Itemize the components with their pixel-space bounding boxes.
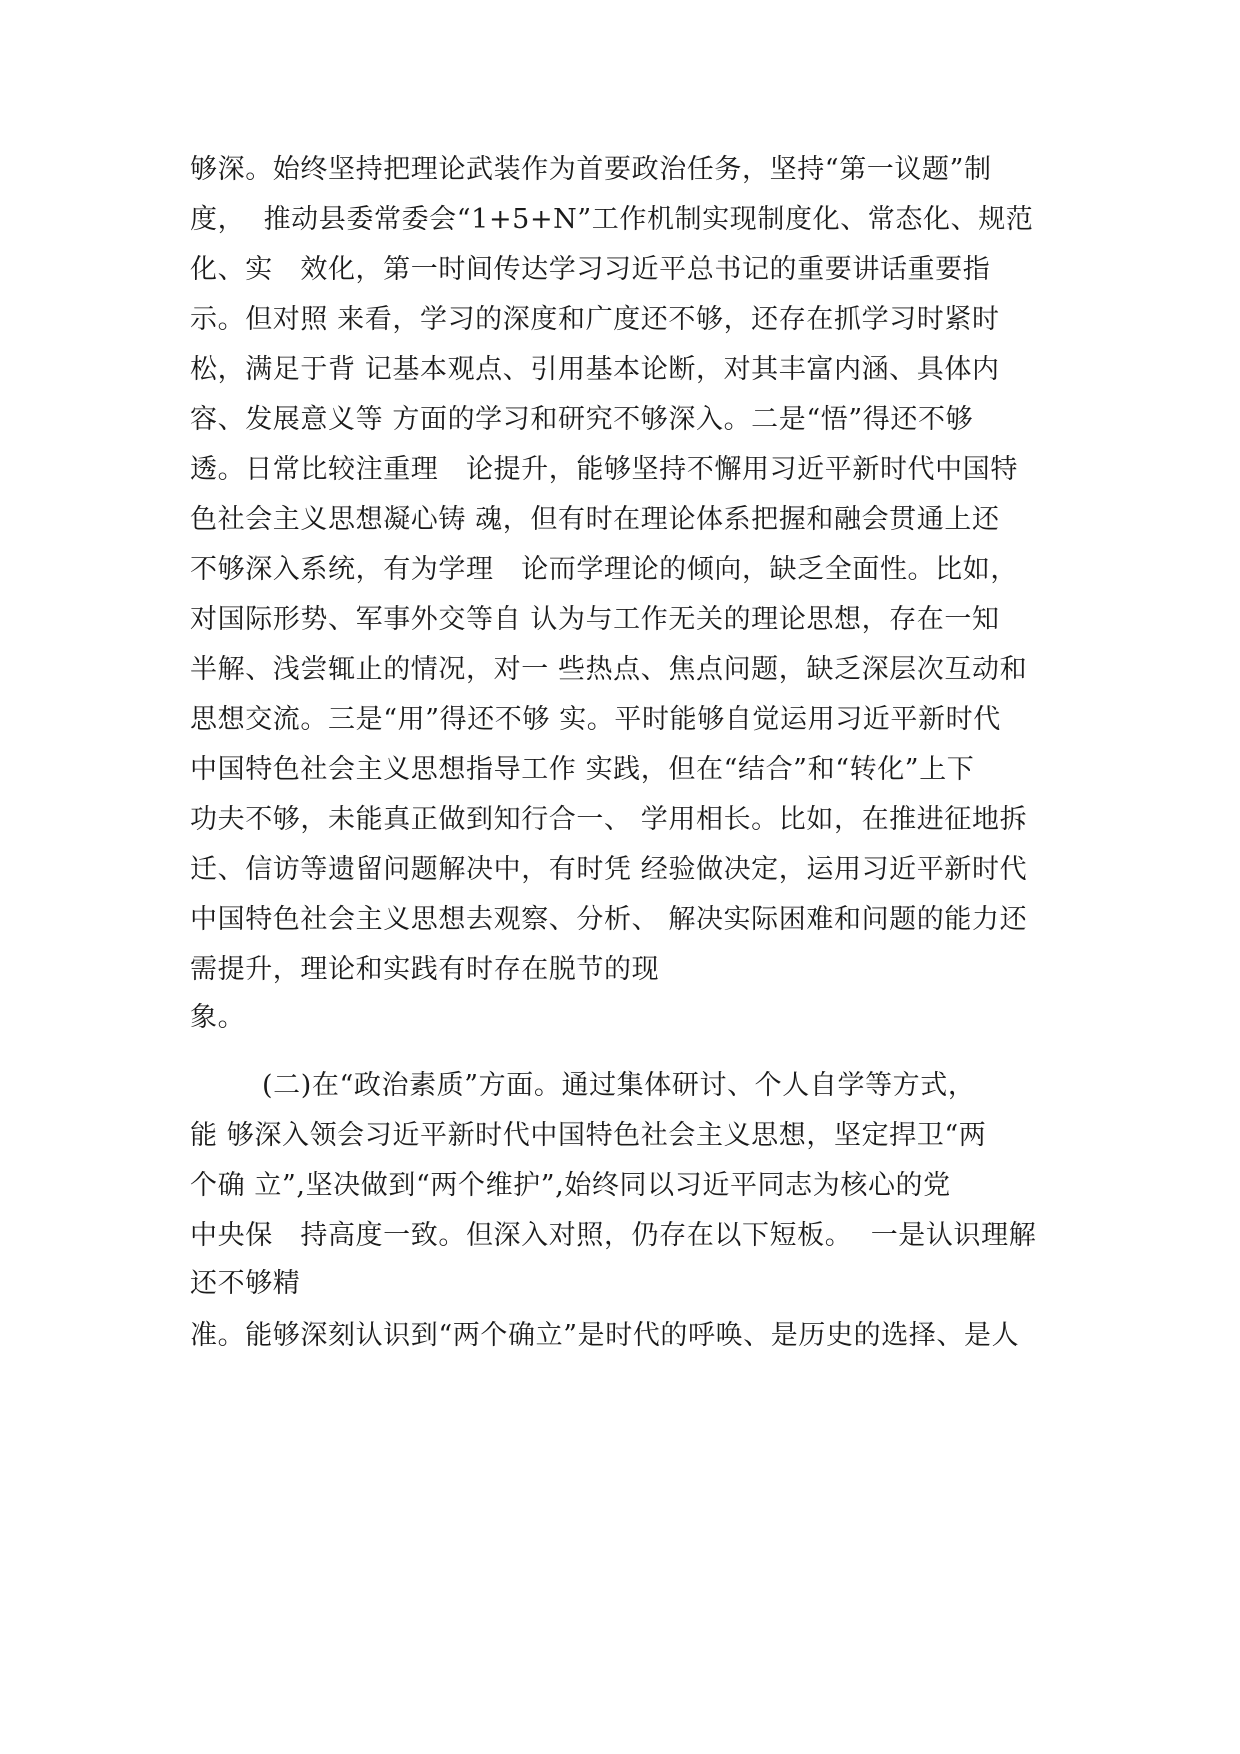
text-line: 功夫不够，未能真正做到知行合一、 学用相长。比如，在推进征地拆 bbox=[190, 804, 1028, 835]
text-line: 对国际形势、军事外交等自 认为与工作无关的理论思想，存在一知 bbox=[190, 604, 1000, 635]
text-line: 象。 bbox=[190, 1002, 246, 1033]
text-line: 半解、浅尝辄止的情况，对一 些热点、焦点问题，缺乏深层次互动和 bbox=[190, 654, 1028, 685]
text-line: 容、发展意义等 方面的学习和研究不够深入。二是“悟”得还不够 bbox=[190, 404, 974, 435]
text-line: 迁、信访等遗留问题解决中，有时凭 经验做决定，运用习近平新时代 bbox=[190, 854, 1028, 885]
text-line: 示。但对照 来看，学习的深度和广度还不够，还存在抓学习时紧时 bbox=[190, 304, 1000, 335]
text-line: 还不够精 bbox=[190, 1268, 301, 1299]
text-line: 思想交流。三是“用”得还不够 实。平时能够自觉运用习近平新时代 bbox=[190, 704, 1001, 735]
text-line: 度， 推动县委常委会“1+5+N”工作机制实现制度化、常态化、规范 bbox=[190, 204, 1034, 235]
section-heading: (二)在“政治素质”方面。通过集体研讨、个人自学等方式， bbox=[262, 1070, 976, 1101]
text-line: 色社会主义思想凝心铸 魂，但有时在理论体系把握和融会贯通上还 bbox=[190, 504, 1000, 535]
text-line: 能 够深入领会习近平新时代中国特色社会主义思想，坚定捍卫“两 bbox=[190, 1120, 987, 1151]
text-line: 透。日常比较注重理 论提升，能够坚持不懈用习近平新时代中国特 bbox=[190, 454, 1018, 485]
text-line: 中国特色社会主义思想去观察、分析、 解决实际困难和问题的能力还 bbox=[190, 904, 1028, 935]
text-line: 够深。始终坚持把理论武装作为首要政治任务，坚持“第一议题”制 bbox=[190, 154, 992, 185]
text-line: 个确 立”,坚决做到“两个维护”,始终同以习近平同志为核心的党 bbox=[190, 1170, 951, 1201]
text-line: 松，满足于背 记基本观点、引用基本论断，对其丰富内涵、具体内 bbox=[190, 354, 1000, 385]
text-line: 中央保 持高度一致。但深入对照，仍存在以下短板。 一是认识理解 bbox=[190, 1220, 1037, 1251]
text-line: 需提升，理论和实践有时存在脱节的现 bbox=[190, 954, 660, 985]
text-line: 中国特色社会主义思想指导工作 实践，但在“结合”和“转化”上下 bbox=[190, 754, 975, 785]
text-line: 准。能够深刻认识到“两个确立”是时代的呼唤、是历史的选择、是人 bbox=[190, 1320, 1020, 1351]
text-line: 化、实 效化，第一时间传达学习习近平总书记的重要讲话重要指 bbox=[190, 254, 991, 285]
text-line: 不够深入系统，有为学理 论而学理论的倾向，缺乏全面性。比如， bbox=[190, 554, 1018, 585]
